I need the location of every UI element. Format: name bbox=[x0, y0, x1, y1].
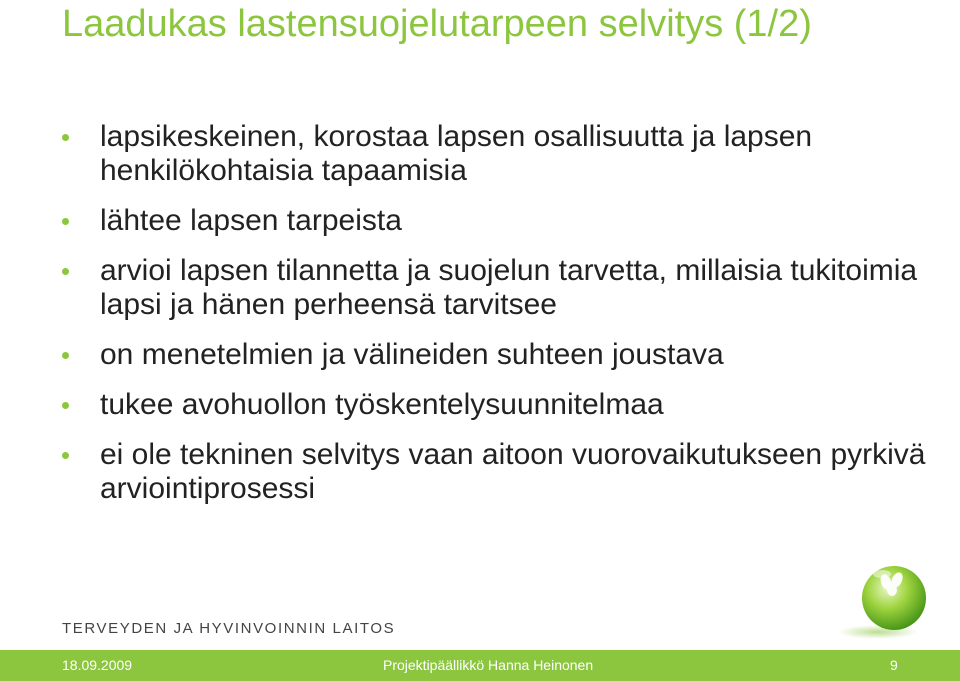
organization-name: TERVEYDEN JA HYVINVOINNIN LAITOS bbox=[62, 620, 396, 637]
bullet-item bbox=[62, 120, 932, 188]
bullet-text: ei ole tekninen selvitys vaan aitoon vuorovaikutukseen pyrkivä arviointiprosessi bbox=[100, 438, 926, 505]
bullet-item bbox=[62, 338, 932, 372]
footer-date: 18.09.2009 bbox=[62, 657, 133, 673]
green-sphere-clover-icon bbox=[834, 562, 930, 640]
bullet-dot-icon bbox=[62, 452, 69, 459]
bullet-item bbox=[62, 254, 932, 322]
bullet-dot-icon bbox=[62, 352, 69, 359]
footer-bar bbox=[0, 650, 960, 681]
slide-title: Laadukas lastensuojelutarpeen selvitys (1/2) bbox=[62, 3, 812, 45]
bullet-text: on menetelmien ja välineiden suhteen joustava bbox=[100, 338, 724, 371]
bullet-item bbox=[62, 204, 932, 238]
page-number: 9 bbox=[890, 657, 898, 673]
bullet-dot-icon bbox=[62, 218, 69, 225]
bullet-text: lähtee lapsen tarpeista bbox=[100, 204, 402, 237]
bullet-text: lapsikeskeinen, korostaa lapsen osallisuutta ja lapsen henkilökohtaisia tapaamisia bbox=[100, 120, 813, 187]
bullet-list bbox=[62, 120, 932, 506]
bullet-dot-icon bbox=[62, 134, 69, 141]
bullet-dot-icon bbox=[62, 402, 69, 409]
bullet-dot-icon bbox=[62, 268, 69, 275]
bullet-text: arvioi lapsen tilannetta ja suojelun tarvetta, millaisia tukitoimia lapsi ja hänen perheensä tarvitsee bbox=[100, 254, 918, 321]
bullet-text: tukee avohuollon työskentelysuunnitelmaa bbox=[100, 388, 664, 421]
bullet-item bbox=[62, 388, 932, 422]
bullet-item bbox=[62, 438, 932, 506]
footer-author: Projektipäällikkö Hanna Heinonen bbox=[383, 657, 594, 673]
